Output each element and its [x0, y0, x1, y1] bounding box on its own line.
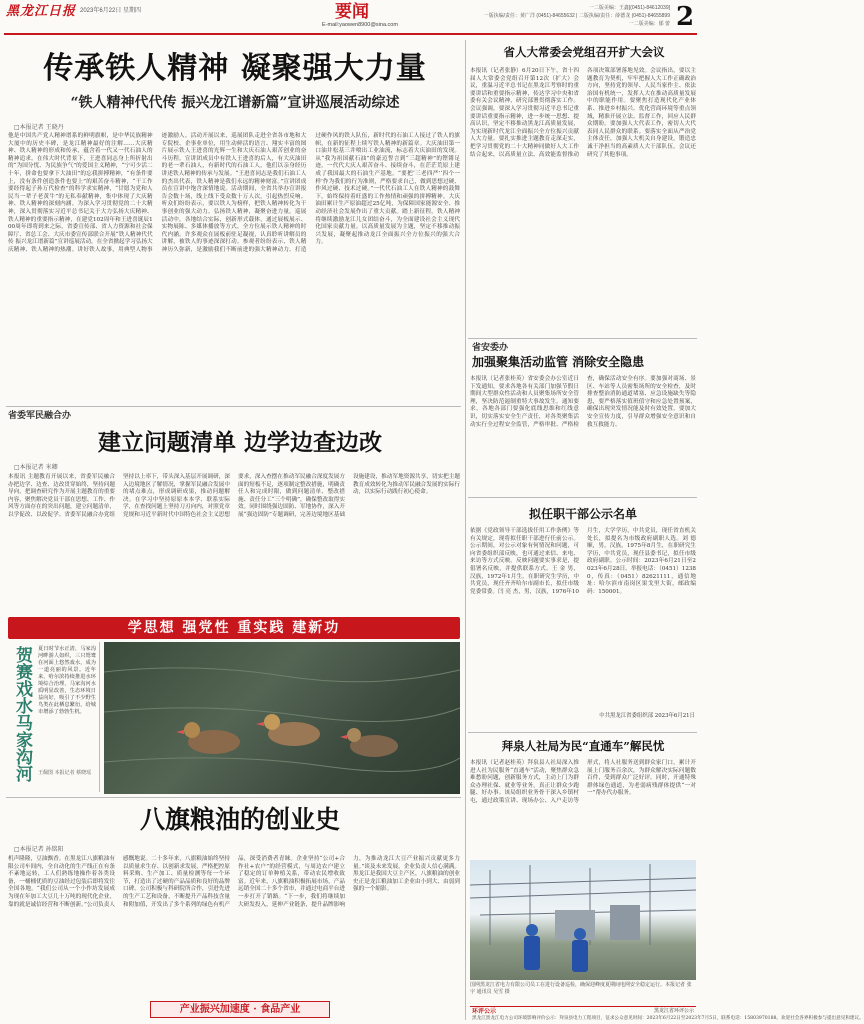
safety-headline: 加强聚集活动监管 消除安全隐患 — [472, 355, 645, 369]
masthead-date: 2023年6月22日 星期四 — [80, 8, 142, 14]
masthead-email: E-mail:yaowen8900@sina.com — [322, 22, 398, 28]
npc-headline: 省人大常委会党组召开扩大会议 — [503, 45, 665, 59]
edible-body: 机声隆隆，豆油飘香。在黑龙江八旗粮油有限公司车间内，全自动化的生产线正在有条不紊地运转，工人们熟练地操作着各类设备，一桶桶优质的豆油经过包装后即将发往全国各地。“我们公司从一个小作坊发展成为现在年加工大豆几十万吨的现代化企业，靠的就是诚信经营和不断创新。”公司负责人感慨地说。二十多年来，八旗粮油始终坚持以质量求生存、以创新求发展，严格把控原料采购、生产加工、质量检测等每一个环节，打造出了过硬的产品品质和良好的品牌口碑。公司积极与科研院所合作，引进先进的生产工艺和设备，不断提升产品科技含量和附加值，开发出了多个系列的绿色有机产品，深受消费者青睐。企业坚持“公司+合作社+农户”的经营模式，与周边农户建立了稳定的订单种植关系，带动农民增收致富。近年来，八旗粮油积极拓展市场，产品远销全国二十多个省市，并通过电商平台进一步打开了销路。“下一步，我们将继续加大研发投入，延伸产业链条，提升品牌影响力，为推动龙江大豆产业振兴贡献更多力量。”谈及未来发展，企业负责人信心满满。黑龙江是我国大豆主产区，八旗粮油的创业史正是龙江粮油加工企业由小到大、由弱到强的一个缩影。 — [8, 856, 460, 908]
power-worker-photo — [470, 860, 696, 980]
campaign-banner — [8, 617, 460, 639]
divider — [6, 406, 461, 407]
mandarin-duck-photo — [104, 642, 460, 794]
edible-footer-tag — [150, 1001, 330, 1018]
footer-text: 黑龙江黑龙江电力公司环境影响评价公示：拜泉县电力工程项目，征求公众意见时间：2023年6月22日至2023年7月5日，联系电话：15803970188。欢迎社会各界积极参与提出意见和建议。 — [472, 1016, 864, 1021]
edible-headline: 八旗粮油的创业史 — [139, 805, 340, 834]
page-number: 2 — [675, 2, 695, 32]
lead-byline: □本报记者 王晓丹 — [14, 124, 64, 131]
greeting-box — [8, 642, 100, 792]
appoint-headline: 拟任职干部公示名单 — [528, 507, 637, 521]
footer-label: 环评公示 — [472, 1008, 497, 1015]
divider — [468, 732, 697, 733]
divider — [6, 797, 461, 798]
contact-line: 一二版美编：郁 蕾 — [628, 21, 670, 27]
column-divider — [465, 40, 466, 1020]
masthead-rule — [4, 33, 697, 35]
divider — [468, 338, 697, 339]
contact-line: 一二版美编：王鑫[(0451)-84612039] — [588, 5, 670, 11]
section-title: 要闻 — [335, 2, 369, 22]
greeting-title: 贺赛戏水马家沟河 — [12, 646, 32, 782]
lead-headline: 传承铁人精神 凝聚强大力量 — [43, 51, 427, 86]
photo-caption: 国网黑龙江省电力有限公司员工在进行设备巡检，确保迎峰度夏期间电网安全稳定运行。本报记者 张宇 通讯员 吴雪 摄 — [470, 982, 692, 995]
campaign-banner-text: 学思想 强党性 重实践 建新功 — [127, 620, 341, 636]
npc-body: 本报讯（记者张静）6月20日下午，省十四届人大常委会党组召开第12次（扩大）会议，重温习近平总书记在黑龙江考察时的重要讲话和重要指示精神，传达学习中央和省委有关会议精神，研究部署贯彻落实工作。会议强调，要深入学习贯彻习近平总书记重要讲话重要指示精神，进一步统一思想、提高认识，坚定不移推动黑龙江高质量发展，为实现新时代龙江全面振兴全方位振兴贡献人大力量。要扎实推进主题教育走深走实，把学习贯彻党的二十大精神同做好人大工作结合起来，以高质量立法、高效能监督推动各项决策部署落地见效。会议指出，要以主题教育为契机，牢牢把握人大工作正确政治方向，坚持党的领导、人民当家作主、依法治国有机统一，发挥人大在推动高质量发展中的职能作用。要聚焦打造现代化产业体系、推进乡村振兴、优化营商环境等重点领域，精准开展立法、监督工作，回应人民群众期盼。要加强人大代表工作，密切人大代表同人民群众的联系。要落实全面从严治党主体责任，加强人大机关自身建设，锻造忠诚干净担当的高素质人大干部队伍。会议还研究了其他事项。 — [470, 68, 696, 158]
lead-body: 他是中国共产党人精神谱系的鲜明旗帜，是中华民族精神大厦中的历史丰碑，是龙江精神最好的注解……大庆精神、铁人精神的形成和传承，蕴含着一代又一代石油人的精神追求。在伟大时代背景下，王进喜同志身上所折射出的“为国分忧、为民族争气”的爱国主义精神，“宁可少活二十年，拼命也要拿下大油田”的忘我拼搏精神，“有条件要上，没有条件创造条件也要上”的艰苦奋斗精神，“干工作要经得起子孙万代检查”的科学求实精神，“甘愿为党和人民当一辈子老黄牛”的无私奉献精神，集中体现了大庆精神、铁人精神的深刻内涵。为深入学习贯彻党的二十大精神，深入贯彻落实习近平总书记关于大力弘扬大庆精神、铁人精神的重要指示精神，在建党102周年和王进喜诞辰100周年即将到来之际，省委宣传部、省人力资源和社会保障厅、省总工会、大庆市委宣传部联合开展“铁人精神代代传 振兴龙江谱新篇”宣讲巡展活动，在全省掀起学习弘扬大庆精神、铁人精神的热潮。讲好铁人故事，用典型人物事迹激励人。活动开展以来，巡展团队走进全省各市地和大专院校、企事业单位，用生动鲜活的语言、翔实丰富的图片展示铁人王进喜的光辉一生和大庆石油人艰苦创业的奋斗历程。宣讲团成员中有铁人王进喜的后人，有大庆油田的老一辈石油人，有新时代的石油工人，他们以亲身经历讲述铁人精神的传承与发展。“王进喜同志是我们石油工人的杰出代表，铁人精神是我们永远的精神财富。”宣讲团成员在宣讲中饱含深情地说。活动期间，全省共举办宣讲报告会数十场，线上线下受众数十万人次，引起热烈反响。听众们纷纷表示，要以铁人为榜样，把铁人精神转化为干事创业的强大动力。弘扬铁人精神，凝聚奋进力量。巡展活动中，各地结合实际，创新形式载体，通过展板展示、实物展陈、多媒体播放等方式，全方位展示铁人精神的时代内涵。许多观众在展板前驻足凝视，认真聆听讲解员的讲解，被铁人的事迹深深打动。参观者纷纷表示，铁人精神历久弥新，是激励我们不断前进的强大精神动力。打造过硬作风的铁人队伍，新时代的石油工人接过了铁人的旗帜，在新的征程上续写铁人精神的新篇章。大庆油田第一口油井松基三井喷出工业油流，标志着大庆油田的发现。从“我为祖国献石油”的豪迈誓言到“三超精神”的铿锵足迹，一代代大庆人艰苦奋斗、接续奋斗，在茫茫荒原上建成了我国最大的石油生产基地。“要把‘三老四严’‘四个一样’作为我们的行为准则，严格要求自己，做到思想过硬、作风过硬、技术过硬。”一代代石油工人在铁人精神的鼓舞下，始终保持着旺盛的工作热情和顽强的拼搏精神。大庆油田累计生产原油超过25亿吨，为保障国家能源安全、推动经济社会发展作出了重大贡献。踏上新征程，铁人精神将继续激励龙江儿女团结奋斗，为全面建设社会主义现代化国家贡献力量。以高质量发展为主题，坚定不移推动振兴发展，凝聚起推动龙江全面振兴全方位振兴的强大合力。 — [8, 133, 460, 253]
safety-section: 省安委办 — [472, 343, 509, 353]
masthead-contact — [420, 4, 670, 32]
substation-illustration — [470, 860, 696, 980]
edible-footer-text: 产业振兴加速度 · 食品产业 — [179, 1004, 301, 1015]
contact-line: 一版执编/责任：黄广洋 (0451)-84655632 | 二版执编/责任：薛德龙 (0451)-84655899 — [483, 13, 670, 19]
footer-notice — [470, 1006, 864, 1022]
greeting-text: 夏日时节水正清，马家沟河畔游人如织，三只鸳鸯在河面上悠然戏水，成为一道亮丽的风景。近年来，哈尔滨持续推进水环境综合治理，马家沟河水质明显改善，生态环境日益向好，吸引了不少野生鸟类在此栖息繁衍，给城市增添了勃勃生机。 — [38, 646, 96, 715]
greeting-credit: 王佩图 本报记者 蔡晓瑶 — [38, 770, 92, 776]
edible-byline: □本报记者 孙铭阳 — [14, 846, 64, 853]
safety-body: 本报讯（记者张桂英）省安委会办公室近日下发通知，要求各地各有关部门加强节假日期间大型群众性活动和人员聚集场所安全管理，坚决防范遏制重特大事故发生。通知要求，各地各部门要强化底线思维和红线意识，切实落实安全生产责任，对各类聚集活动实行全过程安全监管，严格审批、严格检查，确保活动安全有序。要加强对商场、景区、车站等人员密集场所的安全检查，及时排查整治消防通道堵塞、应急设施缺失等隐患，要严格落实值班值守和应急处置预案，确保出现突发情况能及时有效处置。要加大安全宣传力度，引导群众增强安全意识和自救互救能力。 — [470, 376, 696, 428]
rights-headline: 拜泉人社局为民“直通车”解民忧 — [501, 739, 665, 753]
footer-tag: 黑龙江省环评公示 — [653, 1008, 694, 1014]
border-section: 省委军民融合办 — [8, 411, 72, 421]
border-body: 本报讯 主题教育开展以来，省委军民融合办把边学、边查、边改贯穿始终，坚持问题导向，把调查研究作为开展主题教育的重要内容，聚焦解决党员干部在思想、工作、作风等方面存在的突出问题，建立问题清单，以学促改、以改促学。省委军民融合办党组坚持以上率下，带头深入基层开展调研，深入边境地区了解情况，掌握军民融合发展中的堵点难点，形成调研成果，推动问题解决。在学习中坚持原原本本学、联系实际学，在查找问题上坚持刀刃向内，对照党章党规和习近平新时代中国特色社会主义思想要求，深入查摆在推动军民融合深度发展方面的短板不足，逐项制定整改措施，明确责任人和完成时限，做到问题清单、整改措施、责任分工“三个明确”，确保整改取得实效。同时围绕强边固防、军地协作，深入开展“强边固防”专题调研，完善边境地区基础设施建设，推动军地资源共享，切实把主题教育成效转化为推动军民融合发展的实际行动，以实际行动践行初心使命。 — [8, 474, 460, 518]
divider — [468, 497, 697, 498]
border-headline: 建立问题清单 边学边查边改 — [97, 429, 382, 456]
lead-subtitle: “铁人精神代代传 振兴龙江谱新篇”宣讲巡展活动综述 — [70, 95, 400, 111]
border-byline: □本报记者 米卿 — [14, 464, 58, 471]
duck-illustration — [104, 642, 460, 794]
masthead-logo: 黑龙江日报 — [6, 4, 77, 19]
appoint-sign: 中共黑龙江省委组织部 2023年6月21日 — [599, 713, 695, 719]
appoint-body: 依据《党政领导干部选拔任用工作条例》等有关规定，现将拟任职干部进行任前公示。公示期间，对公示对象有何情况和问题，可向省委组织部反映，也可通过来信、来电、来访等方式反映。反映问题要实事求是，提倡署名反映，并提供联系方式。王 金 男，汉族，1972年1月生，在职研究生学历，中共党员，现任齐齐哈尔市副市长，拟任市级党委常委。闫 亮 杰，男，汉族，1976年10月生，大学学历，中共党员，现任省直机关处长，拟提名为市级政府副职人选。刘 德 顺，男，汉族，1975年8月生，在职研究生学历，中共党员，现任县委书记，拟任市级政府副职。公示时间：2023年6月21日至2023年6月28日。举报电话：（0451）12380，传真：（0451）82621111，通信地址：哈尔滨市南岗区果戈里大街，邮政编码：150001。 — [470, 528, 696, 595]
rights-body: 本报讯（记者赵桂英）拜泉县人社局深入推进人社为民服务“直通车”活动，聚焦群众急难愁盼问题，创新服务方式，主动上门为群众办理社保、就业等业务，真正让群众少跑腿、好办事。该局组织业务骨干深入乡镇村屯，通过政策宣讲、现场办公、入户走访等形式，将人社服务送到群众家门口，累计开展上门服务百余次，为群众解决实际问题数百件，受到群众广泛好评。同时，开通特殊群体绿色通道，为老弱病残群体提供“一对一”帮办代办服务。 — [470, 760, 696, 804]
